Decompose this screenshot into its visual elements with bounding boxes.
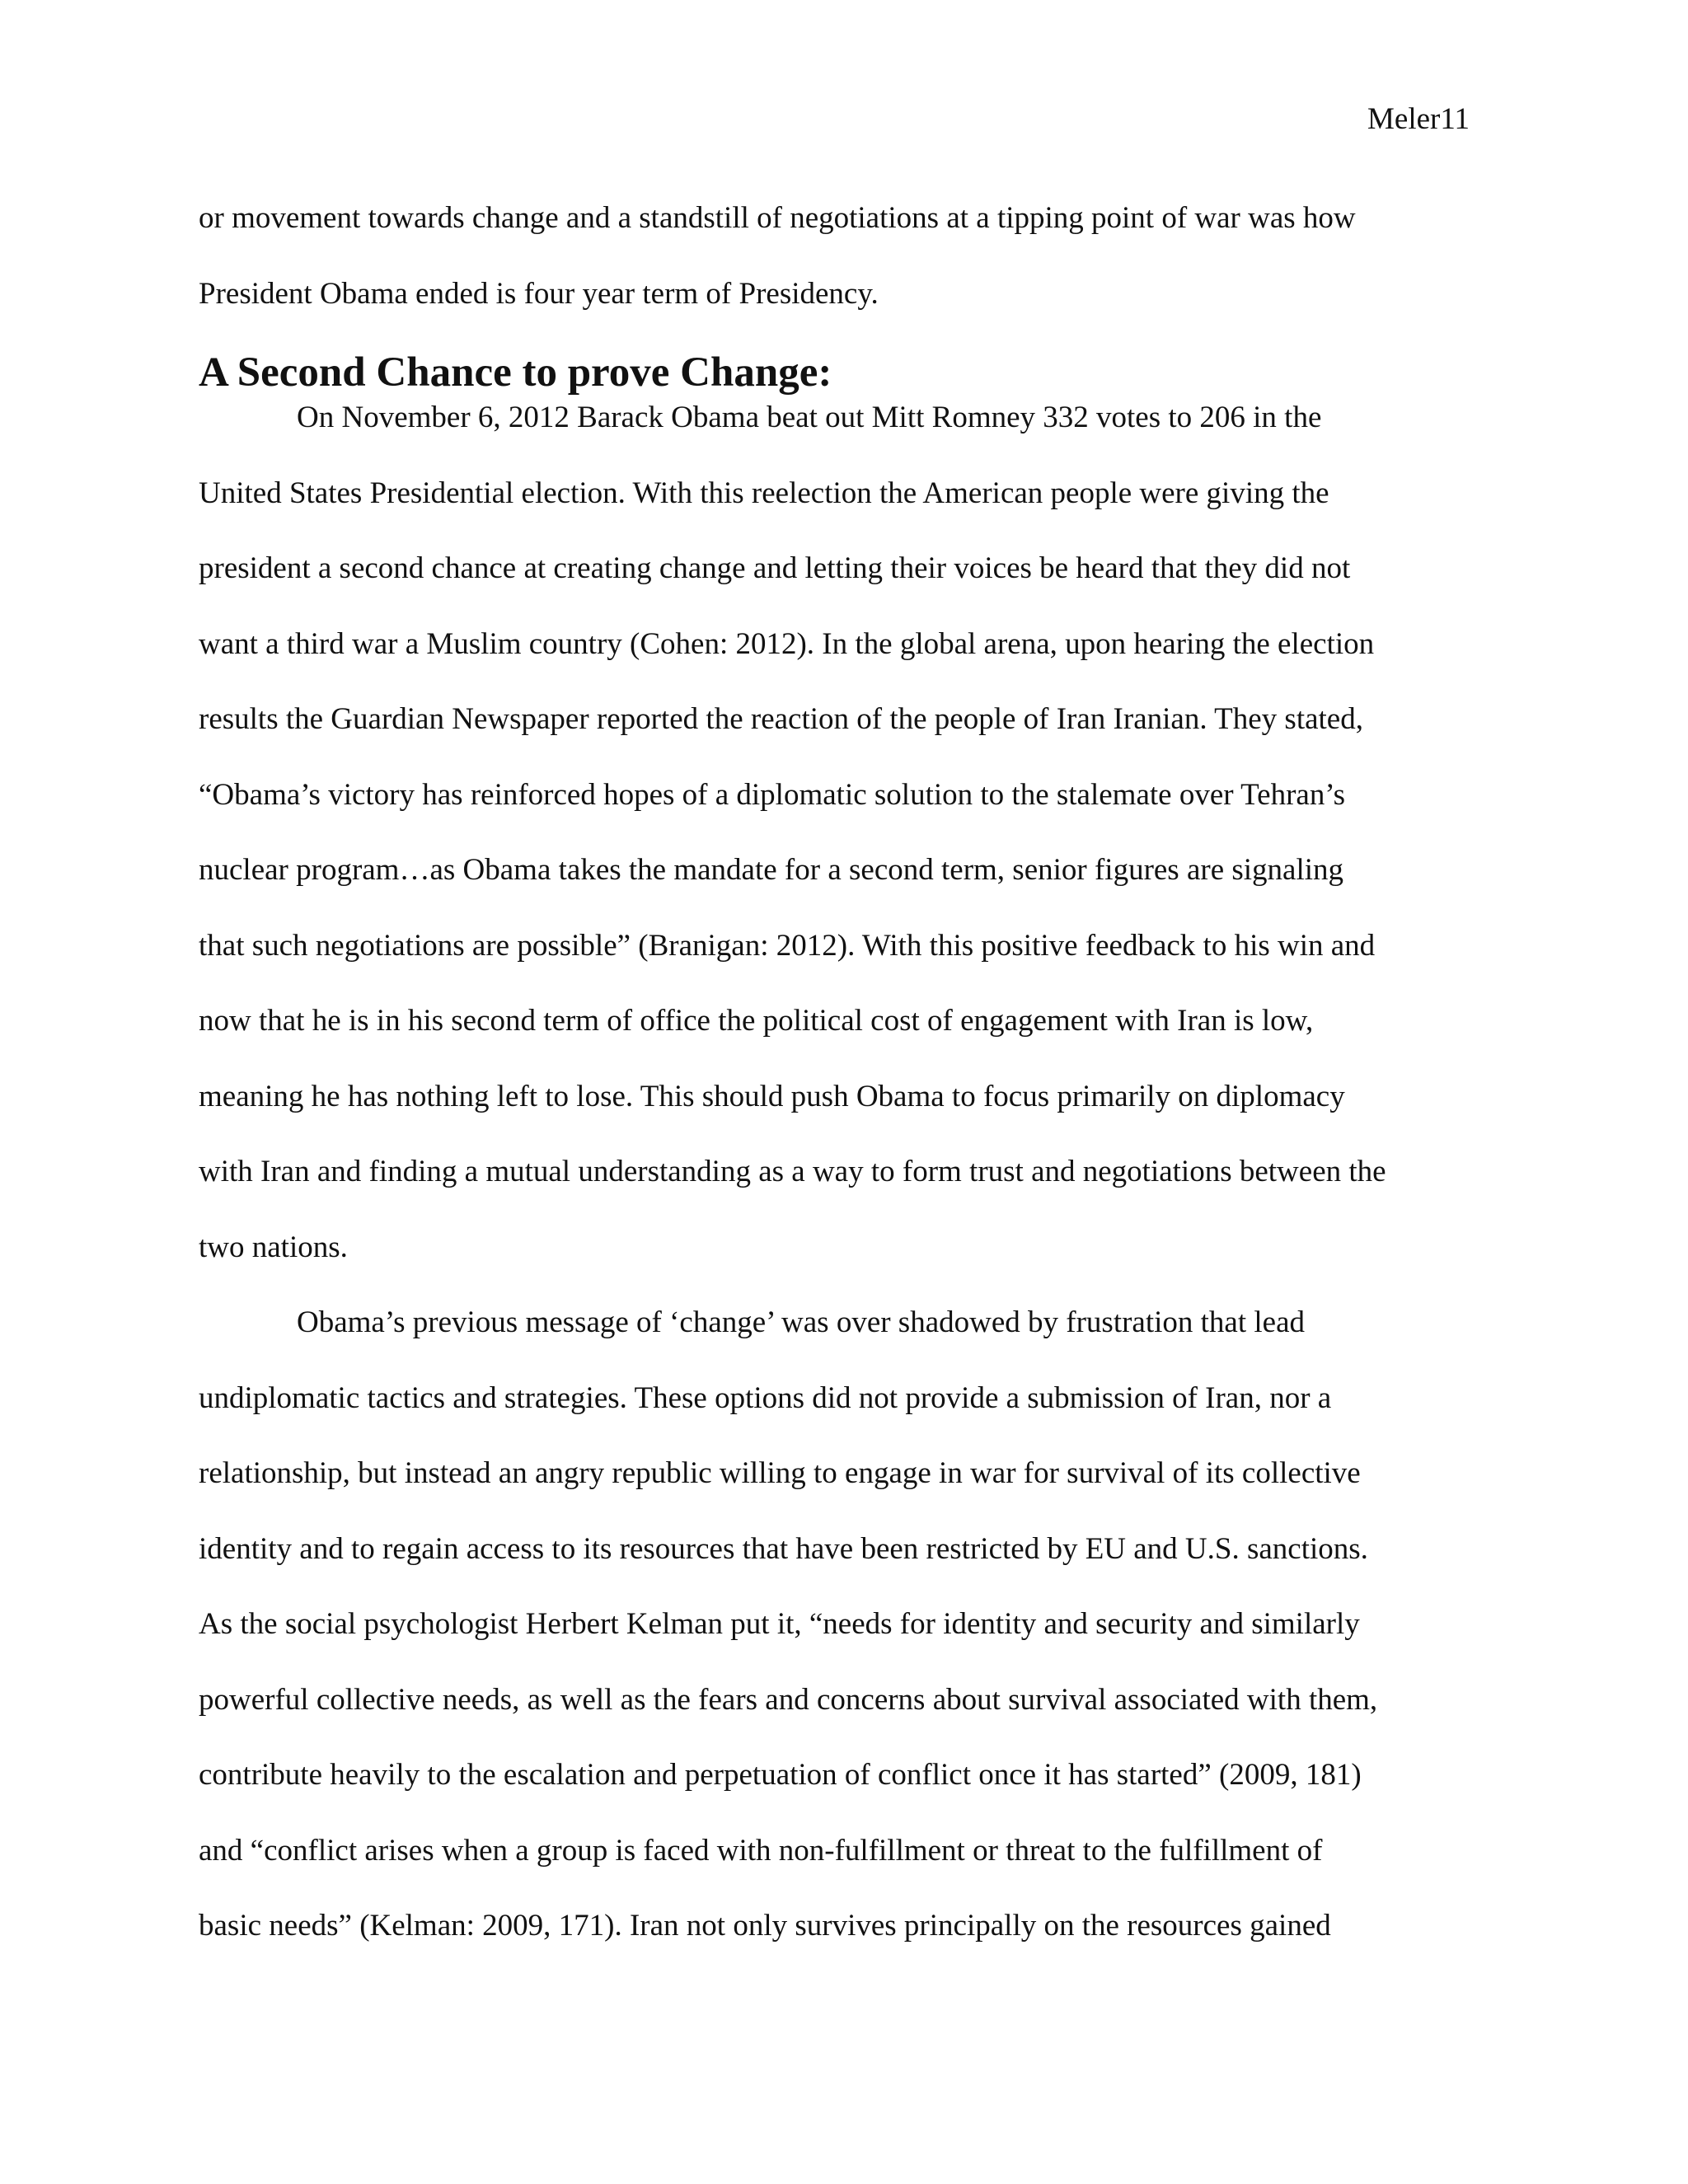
text-line: president a second chance at creating change and letting their voices be heard that they did not bbox=[199, 551, 1351, 585]
text-line: United States Presidential election. With this reelection the American people were giving the bbox=[199, 476, 1329, 510]
text-line: nuclear program…as Obama takes the mandate for a second term, senior figures are signaling bbox=[199, 853, 1344, 887]
text-line: identity and to regain access to its resources that have been restricted by EU and U.S. sanctions. bbox=[199, 1532, 1368, 1566]
text-line: Obama’s previous message of ‘change’ was over shadowed by frustration that lead bbox=[297, 1305, 1306, 1339]
text-line: two nations. bbox=[199, 1230, 348, 1264]
text-line: On November 6, 2012 Barack Obama beat out Mitt Romney 332 votes to 206 in the bbox=[297, 401, 1322, 434]
text-line: undiplomatic tactics and strategies. These options did not provide a submission of Iran, nor a bbox=[199, 1381, 1332, 1415]
text-line: relationship, but instead an angry republic willing to engage in war for survival of its collective bbox=[199, 1456, 1361, 1490]
text-line: or movement towards change and a standstill of negotiations at a tipping point of war was how bbox=[199, 201, 1356, 235]
text-line: contribute heavily to the escalation and perpetuation of conflict once it has started” (2009, 181) bbox=[199, 1758, 1362, 1792]
text-line: want a third war a Muslim country (Cohen: 2012). In the global arena, upon hearing the election bbox=[199, 627, 1375, 661]
text-line: results the Guardian Newspaper reported the reaction of the people of Iran Iranian. They stated, bbox=[199, 702, 1363, 736]
text-line: meaning he has nothing left to lose. This should push Obama to focus primarily on diplomacy bbox=[199, 1080, 1345, 1113]
text-line: and “conflict arises when a group is faced with non-fulfillment or threat to the fulfillment of bbox=[199, 1834, 1323, 1868]
text-line: As the social psychologist Herbert Kelman put it, “needs for identity and security and similarly bbox=[199, 1607, 1360, 1641]
page-header-number: Meler11 bbox=[1367, 102, 1470, 136]
text-line: basic needs” (Kelman: 2009, 171). Iran not only survives principally on the resources gained bbox=[199, 1909, 1331, 1943]
text-line: President Obama ended is four year term of Presidency. bbox=[199, 277, 879, 311]
text-line: now that he is in his second term of office the political cost of engagement with Iran is low, bbox=[199, 1004, 1314, 1038]
text-line: powerful collective needs, as well as the fears and concerns about survival associated with them, bbox=[199, 1683, 1378, 1717]
section-heading: A Second Chance to prove Change: bbox=[199, 349, 832, 396]
text-line: with Iran and finding a mutual understanding as a way to form trust and negotiations between the bbox=[199, 1155, 1386, 1188]
text-line: “Obama’s victory has reinforced hopes of a diplomatic solution to the stalemate over Tehran’s bbox=[199, 778, 1346, 812]
text-line: that such negotiations are possible” (Branigan: 2012). With this positive feedback to his win and bbox=[199, 929, 1376, 963]
